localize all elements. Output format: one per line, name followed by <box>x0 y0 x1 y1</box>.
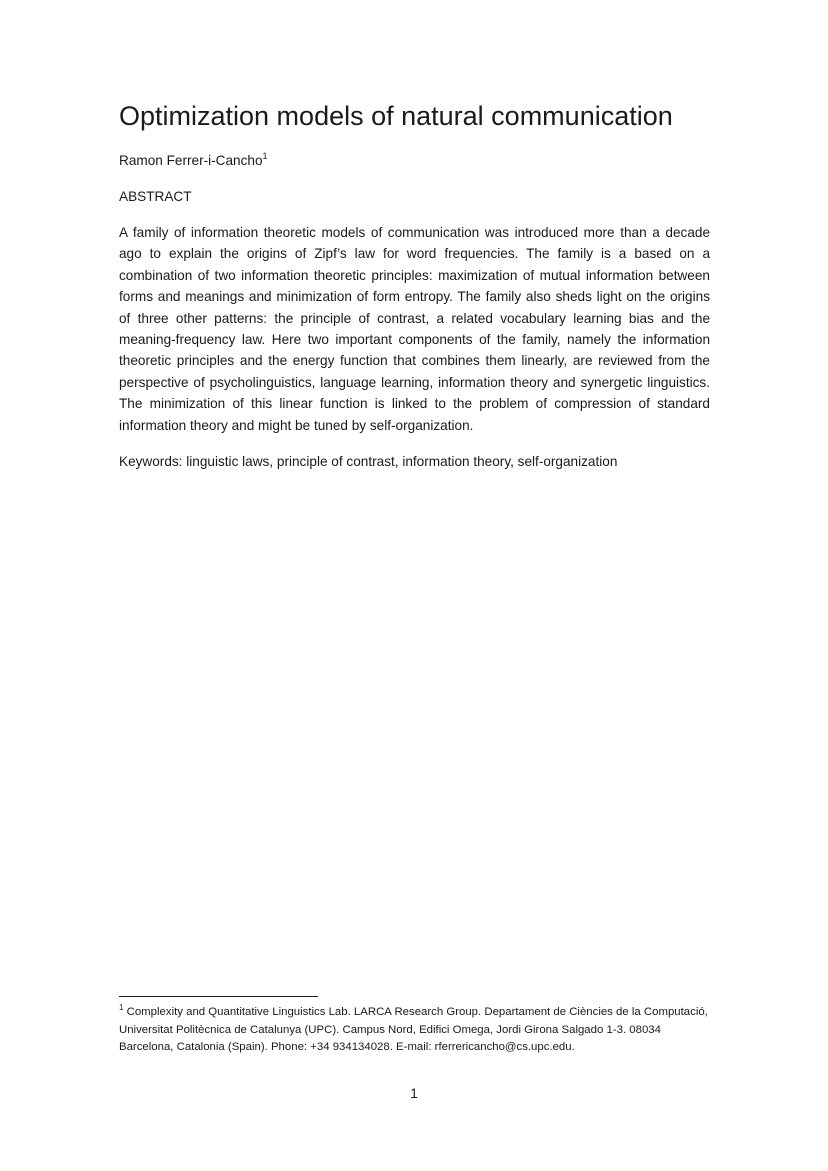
abstract-heading: ABSTRACT <box>119 189 192 204</box>
author-footnote-marker: 1 <box>262 151 268 161</box>
keywords: Keywords: linguistic laws, principle of contrast, information theory, self-organization <box>119 454 618 469</box>
footnote-marker: 1 <box>119 1003 124 1012</box>
author-line <box>119 151 268 171</box>
paper-title: Optimization models of natural communication <box>119 101 673 131</box>
footnote-text: Complexity and Quantitative Linguistics Lab. LARCA Research Group. Departament de Ciències de la Computació, Universitat Politècnica de Catalunya (UPC). Campus Nord, Edifici Omega, Jordi Girona Salgado 1-3. 08034 Barcelona, Catalonia (Spain). Phone: +34 934134028. E-mail: rferrericancho@cs.upc.edu. <box>119 1006 708 1053</box>
footnote <box>119 1004 710 1057</box>
author-name: Ramon Ferrer-i-Cancho <box>119 153 263 168</box>
page-number: 1 <box>410 1086 418 1101</box>
footnote-divider <box>119 996 318 997</box>
abstract-text: A family of information theoretic models of communication was introduced more than a decade ago to explain the origins of Zipf’s law for word frequencies. The family is a based on a combination of two information theoretic principles: maximization of mutual information between forms and meanings and minimization of form entropy. The family also sheds light on the origins of three other patterns: the principle of contrast, a related vocabulary learning bias and the meaning-frequency law. Here two important components of the family, namely the information theoretic principles and the energy function that combines them linearly, are reviewed from the perspective of psycholinguistics, language learning, information theory and synergetic linguistics. The minimization of this linear function is linked to the problem of compression of standard information theory and might be tuned by self-organization. <box>119 225 710 433</box>
